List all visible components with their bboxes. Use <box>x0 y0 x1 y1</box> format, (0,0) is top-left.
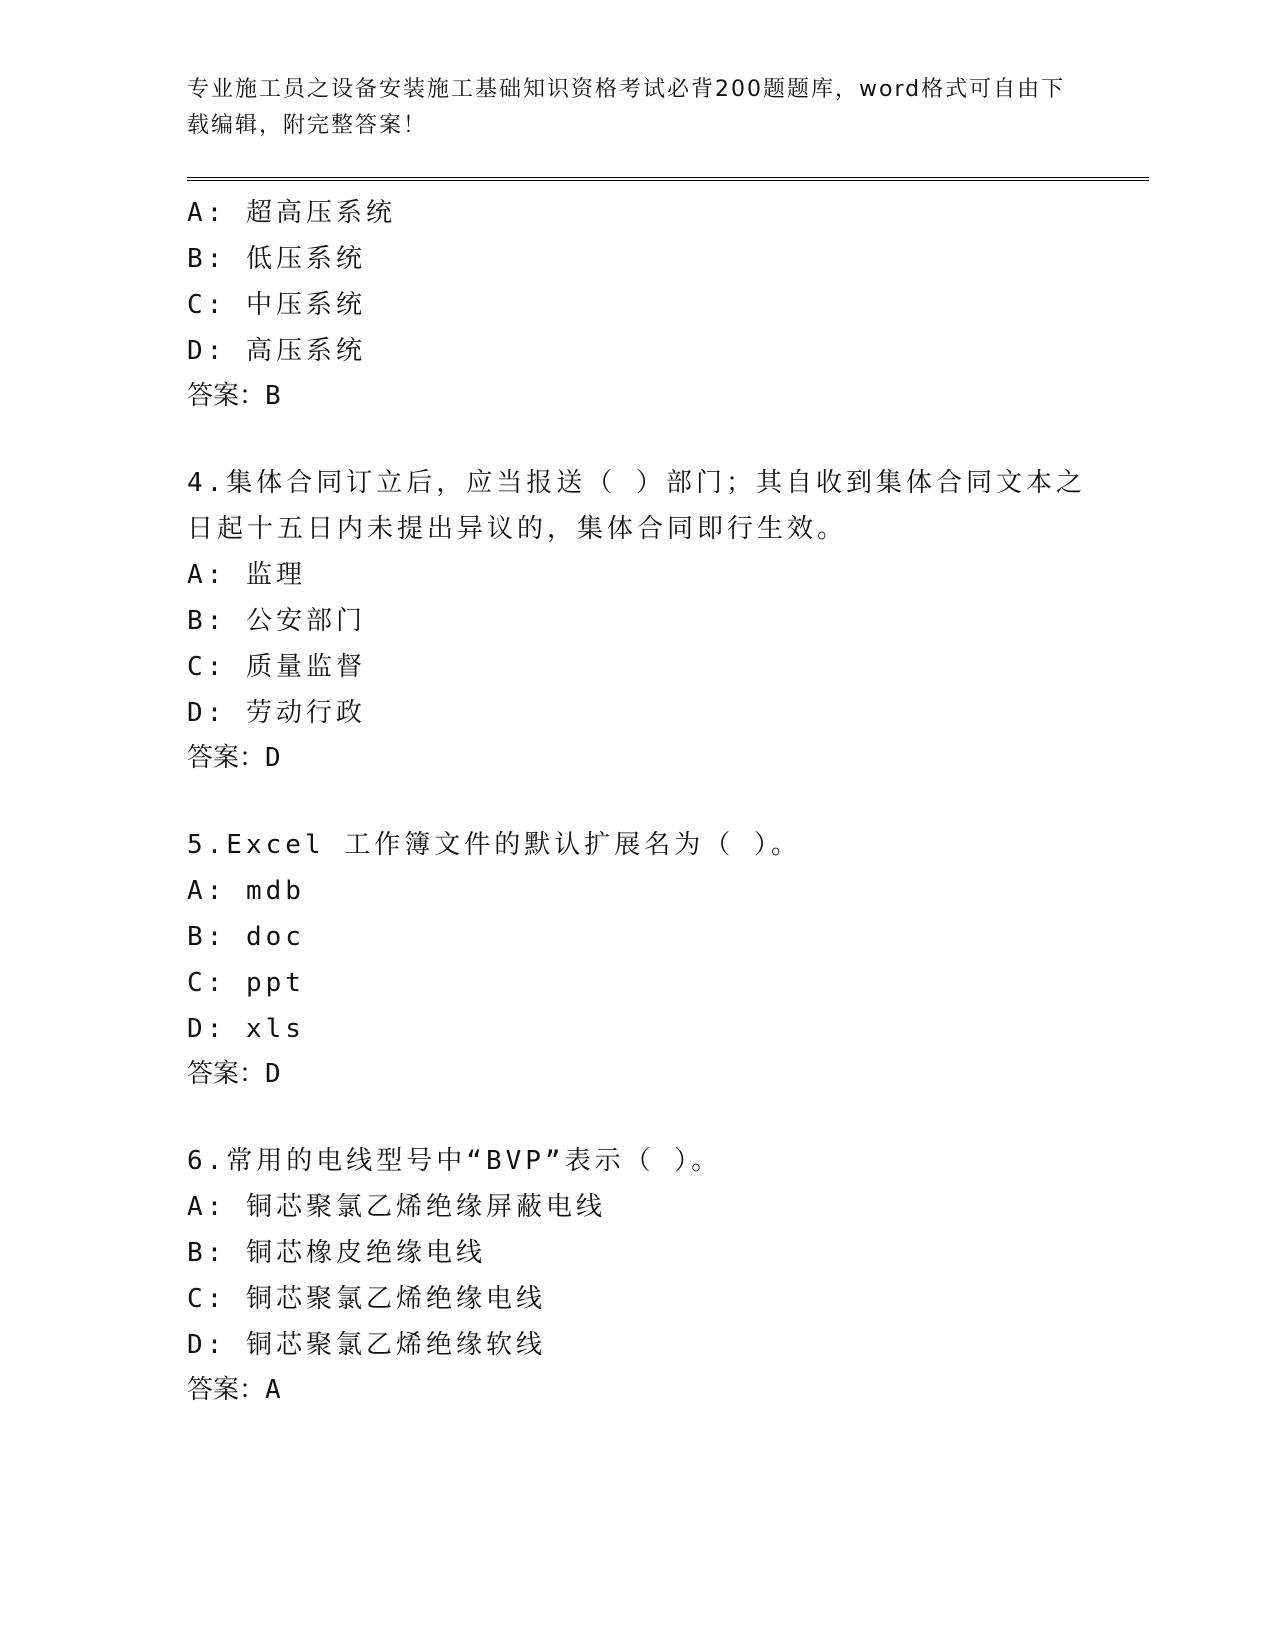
question-stem: 4.集体合同订立后，应当报送（ ）部门；其自收到集体合同文本之日起十五日内未提出异议的，集体合同即行生效。 <box>187 468 1086 544</box>
answer-line <box>187 374 1087 418</box>
answer-label: 答案： <box>187 743 266 773</box>
answer-line <box>187 1368 1087 1412</box>
option-a: A: 超高压系统 <box>187 198 396 228</box>
question-list <box>187 190 1087 1412</box>
answer-label: 答案： <box>187 381 266 411</box>
option-b: B: 低压系统 <box>187 244 366 274</box>
option-a: A: 监理 <box>187 560 306 590</box>
answer-value: D <box>265 743 281 773</box>
option-d: D: xls <box>187 1014 305 1044</box>
option-c: C: 铜芯聚氯乙烯绝缘电线 <box>187 1284 546 1314</box>
question-block <box>187 190 1087 418</box>
option-c: C: ppt <box>187 968 305 998</box>
option-b: B: 公安部门 <box>187 606 366 636</box>
document-intro: 专业施工员之设备安装施工基础知识资格考试必背200题题库，word格式可自由下载编辑，附完整答案！ <box>187 77 1066 138</box>
option-a: A: 铜芯聚氯乙烯绝缘屏蔽电线 <box>187 1192 606 1222</box>
question-block <box>187 822 1087 1096</box>
option-c: C: 质量监督 <box>187 652 366 682</box>
answer-line <box>187 1052 1087 1096</box>
answer-value: D <box>265 1059 281 1089</box>
option-b: B: 铜芯橡皮绝缘电线 <box>187 1238 486 1268</box>
option-d: D: 铜芯聚氯乙烯绝缘软线 <box>187 1330 546 1360</box>
answer-value: B <box>265 381 281 411</box>
option-b: B: doc <box>187 922 305 952</box>
answer-label: 答案： <box>187 1375 266 1405</box>
option-d: D: 高压系统 <box>187 336 366 366</box>
option-d: D: 劳动行政 <box>187 698 366 728</box>
question-stem: 5.Excel 工作簿文件的默认扩展名为（ ）。 <box>187 830 801 860</box>
header-divider <box>187 177 1149 181</box>
answer-value: A <box>265 1375 281 1405</box>
question-block <box>187 460 1087 780</box>
option-a: A: mdb <box>187 876 305 906</box>
question-stem: 6.常用的电线型号中“BVP”表示（ ）。 <box>187 1146 722 1176</box>
option-c: C: 中压系统 <box>187 290 366 320</box>
question-block <box>187 1138 1087 1412</box>
answer-line <box>187 736 1087 780</box>
answer-label: 答案： <box>187 1059 266 1089</box>
